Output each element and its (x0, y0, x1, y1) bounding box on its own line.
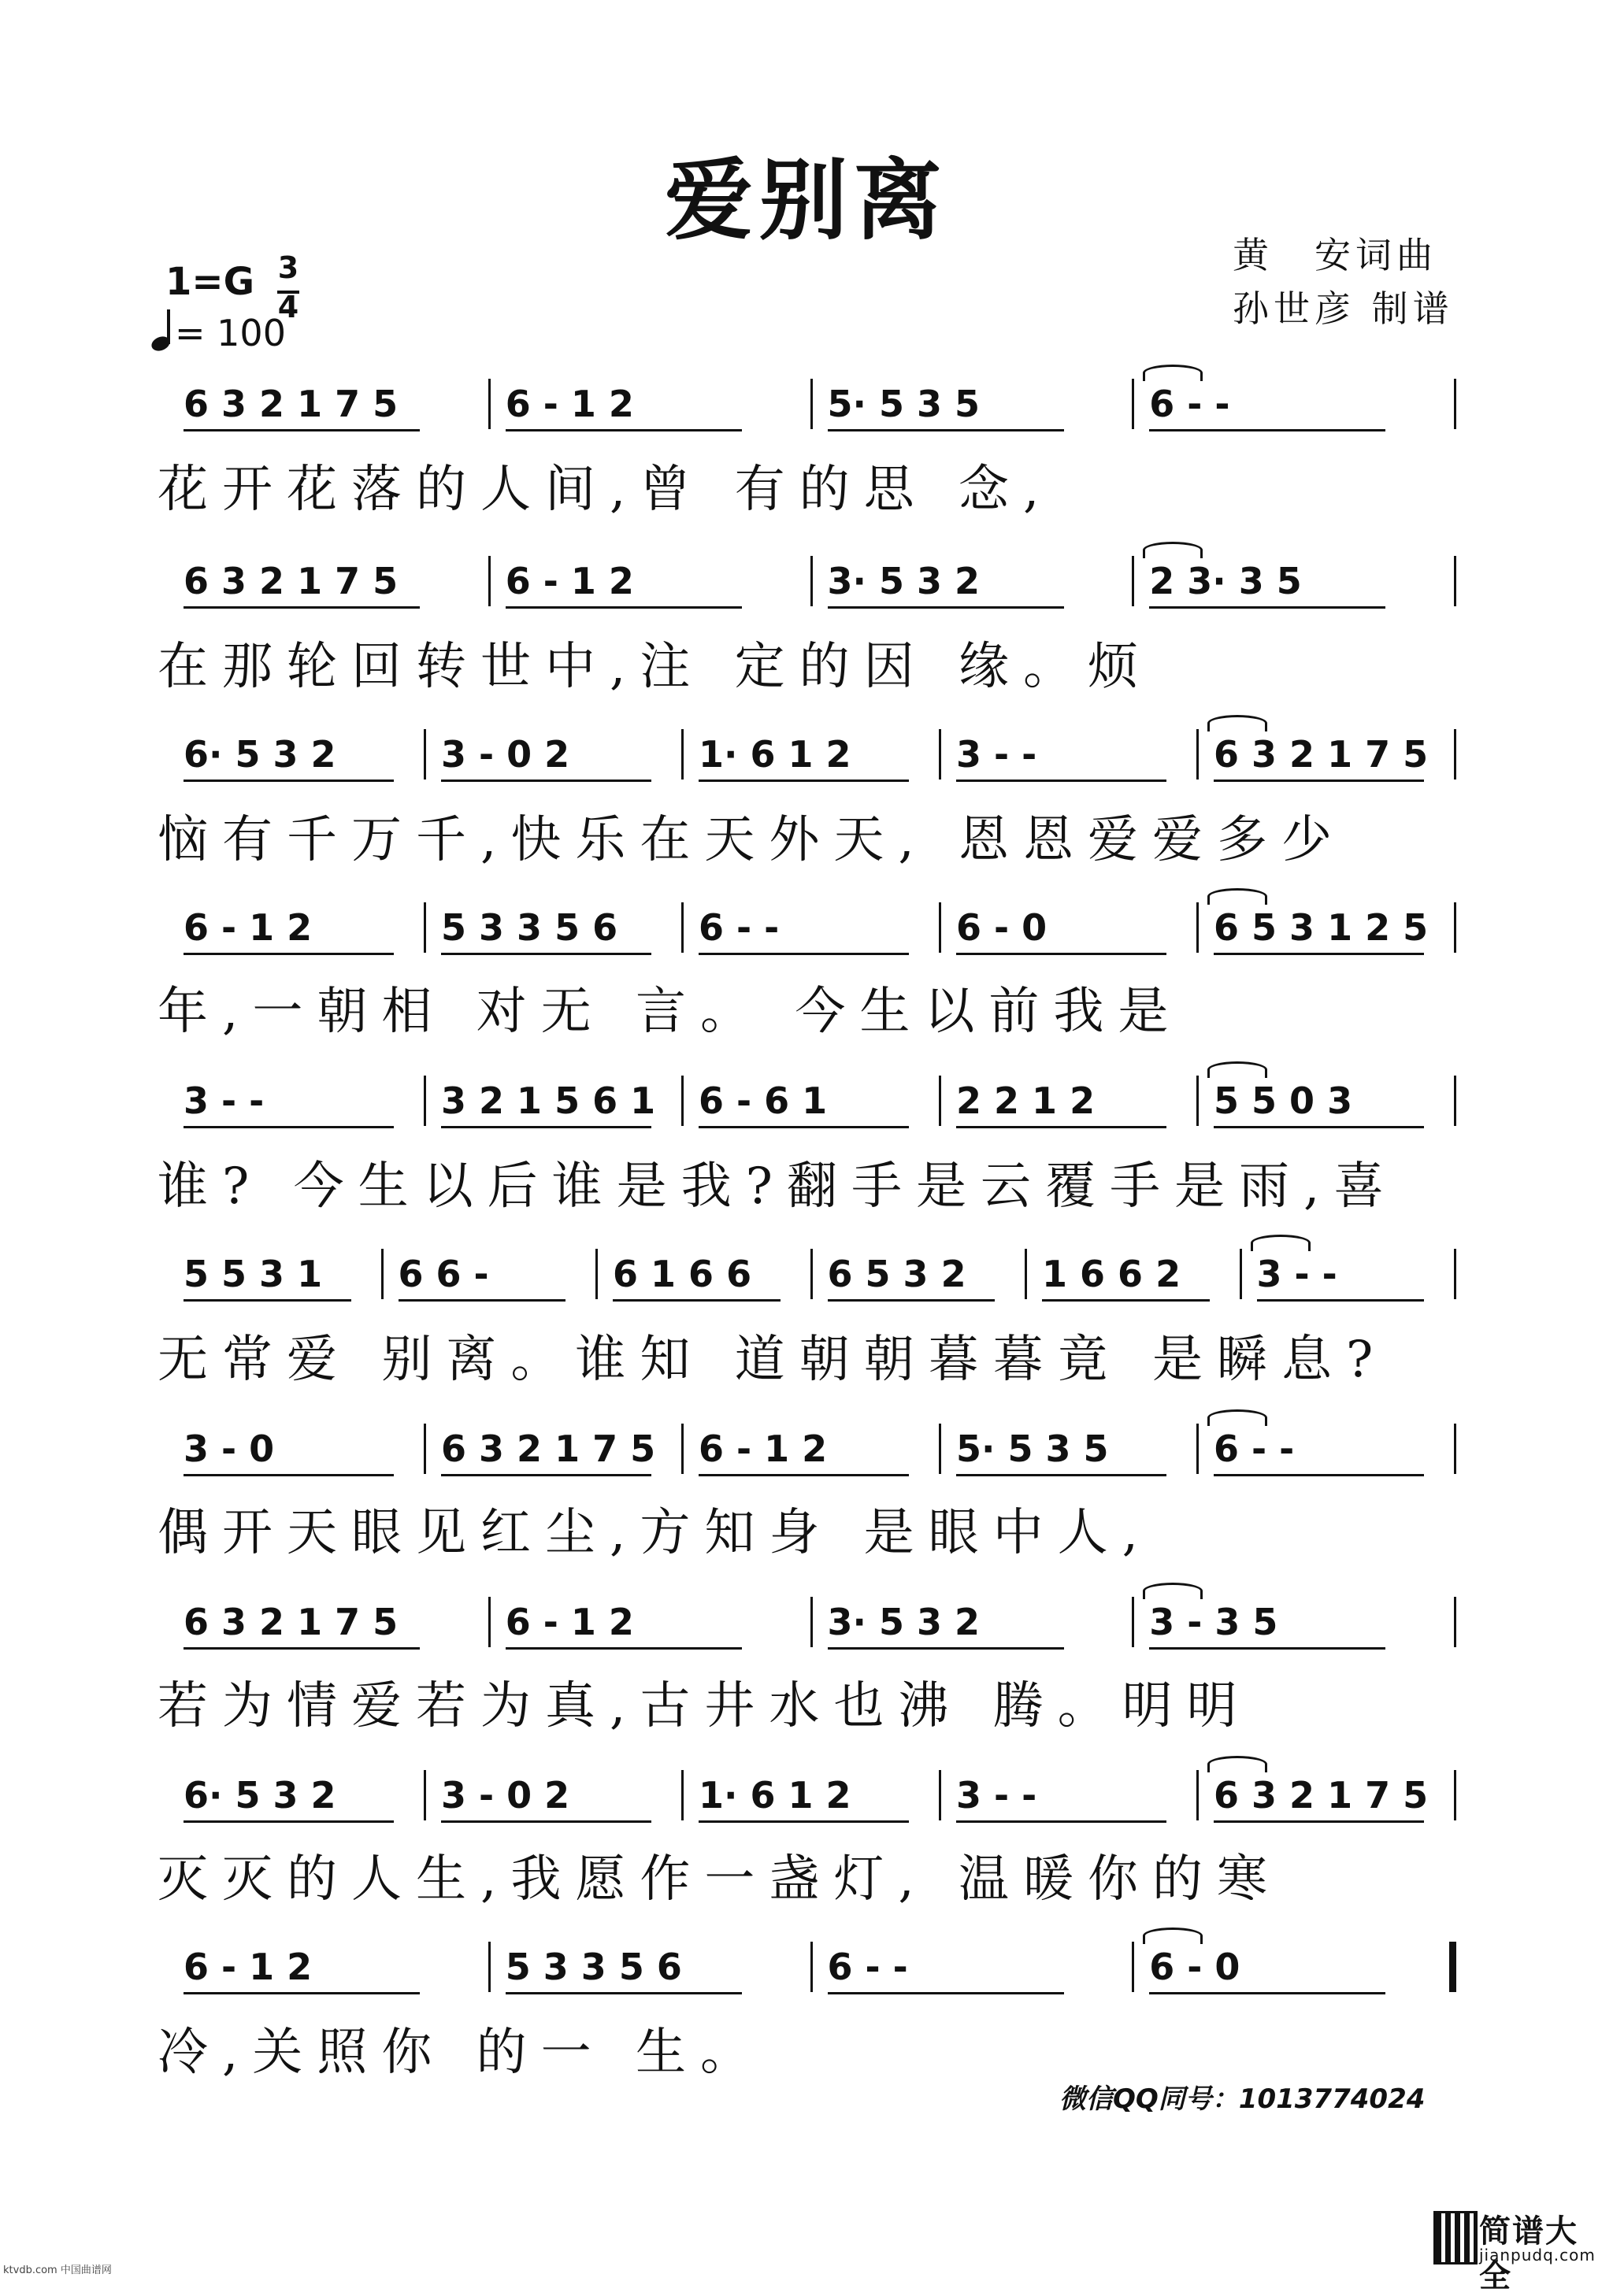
bar-line (1196, 1770, 1199, 1820)
bar-line (939, 1770, 941, 1820)
slur-mark (1143, 365, 1203, 381)
bar-line (488, 1942, 491, 1992)
measure: 3 - - (956, 1774, 1037, 1816)
notation-line (169, 1252, 1461, 1295)
final-bar-line (1449, 1942, 1456, 1992)
bar-line (1454, 1770, 1456, 1820)
beam-line (699, 780, 909, 782)
slur-mark (1251, 1235, 1311, 1251)
bar-line (810, 1249, 813, 1299)
bar-line (939, 729, 941, 780)
piano-keys-icon (1433, 2211, 1478, 2265)
bar-line (488, 1597, 491, 1647)
beam-line (699, 1474, 909, 1476)
slur-mark (1207, 1409, 1267, 1426)
bar-line (1132, 556, 1134, 606)
logo-name: 简谱大全 (1479, 2213, 1578, 2294)
measure: 6 5 3 2 (827, 1253, 966, 1295)
bar-line (424, 1424, 426, 1474)
beam-line (828, 429, 1064, 431)
bar-line (681, 1424, 684, 1474)
measure: 1 6 6 2 (1042, 1253, 1181, 1295)
slur-mark (1207, 715, 1267, 731)
bar-line (1454, 1076, 1456, 1126)
notation-line (169, 559, 1461, 602)
beam-line (441, 780, 651, 782)
measure: 5· 5 3 5 (827, 383, 981, 425)
slur-mark (1143, 542, 1203, 558)
measure: 6 3 2 1 7 5 (1214, 1774, 1429, 1816)
beam-line (506, 429, 742, 431)
bar-line (1196, 1076, 1199, 1126)
measure: 6 - - (827, 1946, 908, 1988)
beam-line (184, 953, 394, 955)
measure: 6 - - (699, 906, 780, 949)
slur-mark (1207, 1756, 1267, 1772)
beam-line (1149, 429, 1385, 431)
beam-line (828, 1992, 1064, 1994)
slur-mark (1143, 1583, 1203, 1599)
notation-line (169, 1600, 1461, 1643)
lyrics-line: 花开花落的人间,曾 有的思 念, (158, 461, 1054, 519)
beam-line (184, 1299, 351, 1302)
quarter-note-icon (151, 313, 175, 350)
measure: 3 - - (184, 1079, 265, 1122)
measure: 6 3 2 1 7 5 (184, 560, 399, 602)
beam-line (1214, 1126, 1424, 1128)
measure: 3 2 1 5 6 1 (441, 1079, 656, 1122)
beam-line (399, 1299, 566, 1302)
measure: 3 - - (956, 733, 1037, 776)
bar-line (681, 1076, 684, 1126)
measure: 3 - 0 2 (441, 1774, 570, 1816)
beam-line (828, 606, 1064, 609)
measure: 6 5 3 1 2 5 (1214, 906, 1429, 949)
slur-mark (1207, 1061, 1267, 1078)
beam-line (699, 953, 909, 955)
bar-line (1240, 1249, 1242, 1299)
measure: 5 3 3 5 6 (505, 1946, 682, 1988)
beam-line (1257, 1299, 1425, 1302)
bar-line (1454, 1249, 1456, 1299)
beam-line (956, 1474, 1166, 1476)
beam-line (1214, 1820, 1424, 1823)
bar-line (810, 556, 813, 606)
bar-line (1454, 556, 1456, 606)
beam-line (1149, 606, 1385, 609)
bar-line (488, 379, 491, 429)
measure: 3 - 0 2 (441, 733, 570, 776)
logo-url: jianpudq.com (1479, 2246, 1596, 2265)
beam-line (828, 1647, 1064, 1650)
beam-line (1149, 1647, 1385, 1650)
measure: 5 5 3 1 (184, 1253, 323, 1295)
beam-line (184, 1647, 420, 1650)
beam-line (184, 606, 420, 609)
beam-line (441, 1820, 651, 1823)
measure: 1· 6 1 2 (699, 733, 851, 776)
beam-line (1042, 1299, 1210, 1302)
lyrics-line: 若为情爱若为真,古井水也沸 腾。明明 (158, 1677, 1251, 1735)
beam-line (184, 429, 420, 431)
measure: 2 3· 3 5 (1149, 560, 1302, 602)
beam-line (956, 780, 1166, 782)
measure: 6 3 2 1 7 5 (1214, 733, 1429, 776)
tempo-marking (151, 312, 286, 354)
beam-line (828, 1299, 996, 1302)
lyrics-line: 偶开天眼见红尘,方知身 是眼中人, (158, 1504, 1153, 1562)
beam-line (956, 1126, 1166, 1128)
site-logo (1433, 2205, 1599, 2294)
bar-line (681, 902, 684, 953)
notation-line (169, 1427, 1461, 1470)
bar-line (810, 1597, 813, 1647)
measure: 6 3 2 1 7 5 (184, 383, 399, 425)
bar-line (424, 729, 426, 780)
bar-line (424, 1076, 426, 1126)
beam-line (956, 953, 1166, 955)
lyrics-line: 灭灭的人生,我愿作一盏灯, 温暖你的寒 (158, 1850, 1282, 1909)
bar-line (1132, 379, 1134, 429)
measure: 6· 5 3 2 (184, 1774, 336, 1816)
measure: 1· 6 1 2 (699, 1774, 851, 1816)
bar-line (1454, 902, 1456, 953)
measure: 3· 5 3 2 (827, 1601, 981, 1643)
measure: 6 - 0 (1149, 1946, 1240, 1988)
bar-line (939, 902, 941, 953)
beam-line (441, 1126, 651, 1128)
bar-line (1196, 1424, 1199, 1474)
bar-line (488, 556, 491, 606)
measure: 3 - 0 (184, 1428, 275, 1470)
bar-line (681, 729, 684, 780)
beam-line (184, 1820, 394, 1823)
beam-line (699, 1126, 909, 1128)
time-signature-bottom: 4 (277, 290, 299, 324)
bar-line (1025, 1249, 1027, 1299)
measure: 2 2 1 2 (956, 1079, 1096, 1122)
slur-mark (1143, 1928, 1203, 1944)
lyrics-line: 冷,关照你 的一 生。 (158, 2024, 766, 2082)
bar-line (1132, 1597, 1134, 1647)
beam-line (613, 1299, 781, 1302)
measure: 6 - 1 2 (505, 383, 634, 425)
beam-line (1214, 780, 1424, 782)
measure: 6 - 1 2 (184, 906, 313, 949)
bar-line (381, 1249, 384, 1299)
bar-line (424, 1770, 426, 1820)
measure: 6 - 1 2 (505, 1601, 634, 1643)
lyrics-line: 年,一朝相 对无 言。 今生以前我是 (158, 983, 1183, 1041)
contact-note: 微信QQ同号：1013774024 (1059, 2083, 1426, 2115)
composer-credit: 黄 安词曲 (1233, 234, 1437, 276)
bar-line (1454, 1597, 1456, 1647)
measure: 3 - - (1256, 1253, 1337, 1295)
lyrics-line: 无常爱 别离。谁知 道朝朝暮暮竟 是瞬息? (158, 1331, 1388, 1389)
beam-line (184, 780, 394, 782)
bar-line (810, 1942, 813, 1992)
notation-line (169, 1773, 1461, 1816)
measure: 6 3 2 1 7 5 (441, 1428, 656, 1470)
beam-line (506, 1647, 742, 1650)
beam-line (699, 1820, 909, 1823)
tempo-value: = 100 (175, 312, 286, 354)
beam-line (1214, 1474, 1424, 1476)
measure: 5· 5 3 5 (956, 1428, 1109, 1470)
bar-line (1196, 902, 1199, 953)
beam-line (506, 606, 742, 609)
measure: 6 - 1 2 (505, 560, 634, 602)
measure: 6 6 - (398, 1253, 489, 1295)
bar-line (595, 1249, 598, 1299)
measure: 6 - 0 (956, 906, 1048, 949)
measure: 6 - 1 2 (699, 1428, 828, 1470)
measure: 6 - - (1149, 383, 1230, 425)
beam-line (506, 1992, 742, 1994)
bar-line (681, 1770, 684, 1820)
measure: 6 - - (1214, 1428, 1295, 1470)
measure: 6· 5 3 2 (184, 733, 336, 776)
time-signature-top: 3 (277, 250, 299, 285)
measure: 6 1 6 6 (613, 1253, 752, 1295)
measure: 5 3 3 5 6 (441, 906, 618, 949)
lyrics-line: 在那轮回转世中,注 定的因 缘。烦 (158, 638, 1153, 696)
measure: 6 - 6 1 (699, 1079, 828, 1122)
notation-line (169, 1945, 1461, 1988)
beam-line (441, 953, 651, 955)
beam-line (1214, 953, 1424, 955)
beam-line (184, 1126, 394, 1128)
measure: 3· 5 3 2 (827, 560, 981, 602)
corner-site-text: ktvdb.com 中国曲谱网 (3, 2265, 112, 2276)
notation-line (169, 1079, 1461, 1122)
beam-line (1149, 1992, 1385, 1994)
page-title: 爱别离 (665, 149, 948, 252)
notation-line (169, 382, 1461, 425)
key-signature: 1=G (165, 260, 255, 304)
beam-line (184, 1992, 420, 1994)
beam-line (184, 1474, 394, 1476)
bar-line (1454, 379, 1456, 429)
bar-line (1454, 1424, 1456, 1474)
measure: 6 - 1 2 (184, 1946, 313, 1988)
notation-line (169, 732, 1461, 776)
measure: 6 3 2 1 7 5 (184, 1601, 399, 1643)
lyrics-line: 谁? 今生以后谁是我?翻手是云覆手是雨,喜 (158, 1157, 1399, 1216)
beam-line (956, 1820, 1166, 1823)
measure: 3 - 3 5 (1149, 1601, 1278, 1643)
lyrics-line: 恼有千万千,快乐在天外天, 恩恩爱爱多少 (158, 811, 1347, 869)
transcriber-credit: 孙世彦 制谱 (1233, 287, 1454, 330)
bar-line (1196, 729, 1199, 780)
slur-mark (1207, 888, 1267, 905)
bar-line (1132, 1942, 1134, 1992)
bar-line (939, 1424, 941, 1474)
notation-line (169, 905, 1461, 949)
bar-line (424, 902, 426, 953)
bar-line (939, 1076, 941, 1126)
bar-line (810, 379, 813, 429)
beam-line (441, 1474, 651, 1476)
measure: 5 5 0 3 (1214, 1079, 1353, 1122)
bar-line (1454, 729, 1456, 780)
